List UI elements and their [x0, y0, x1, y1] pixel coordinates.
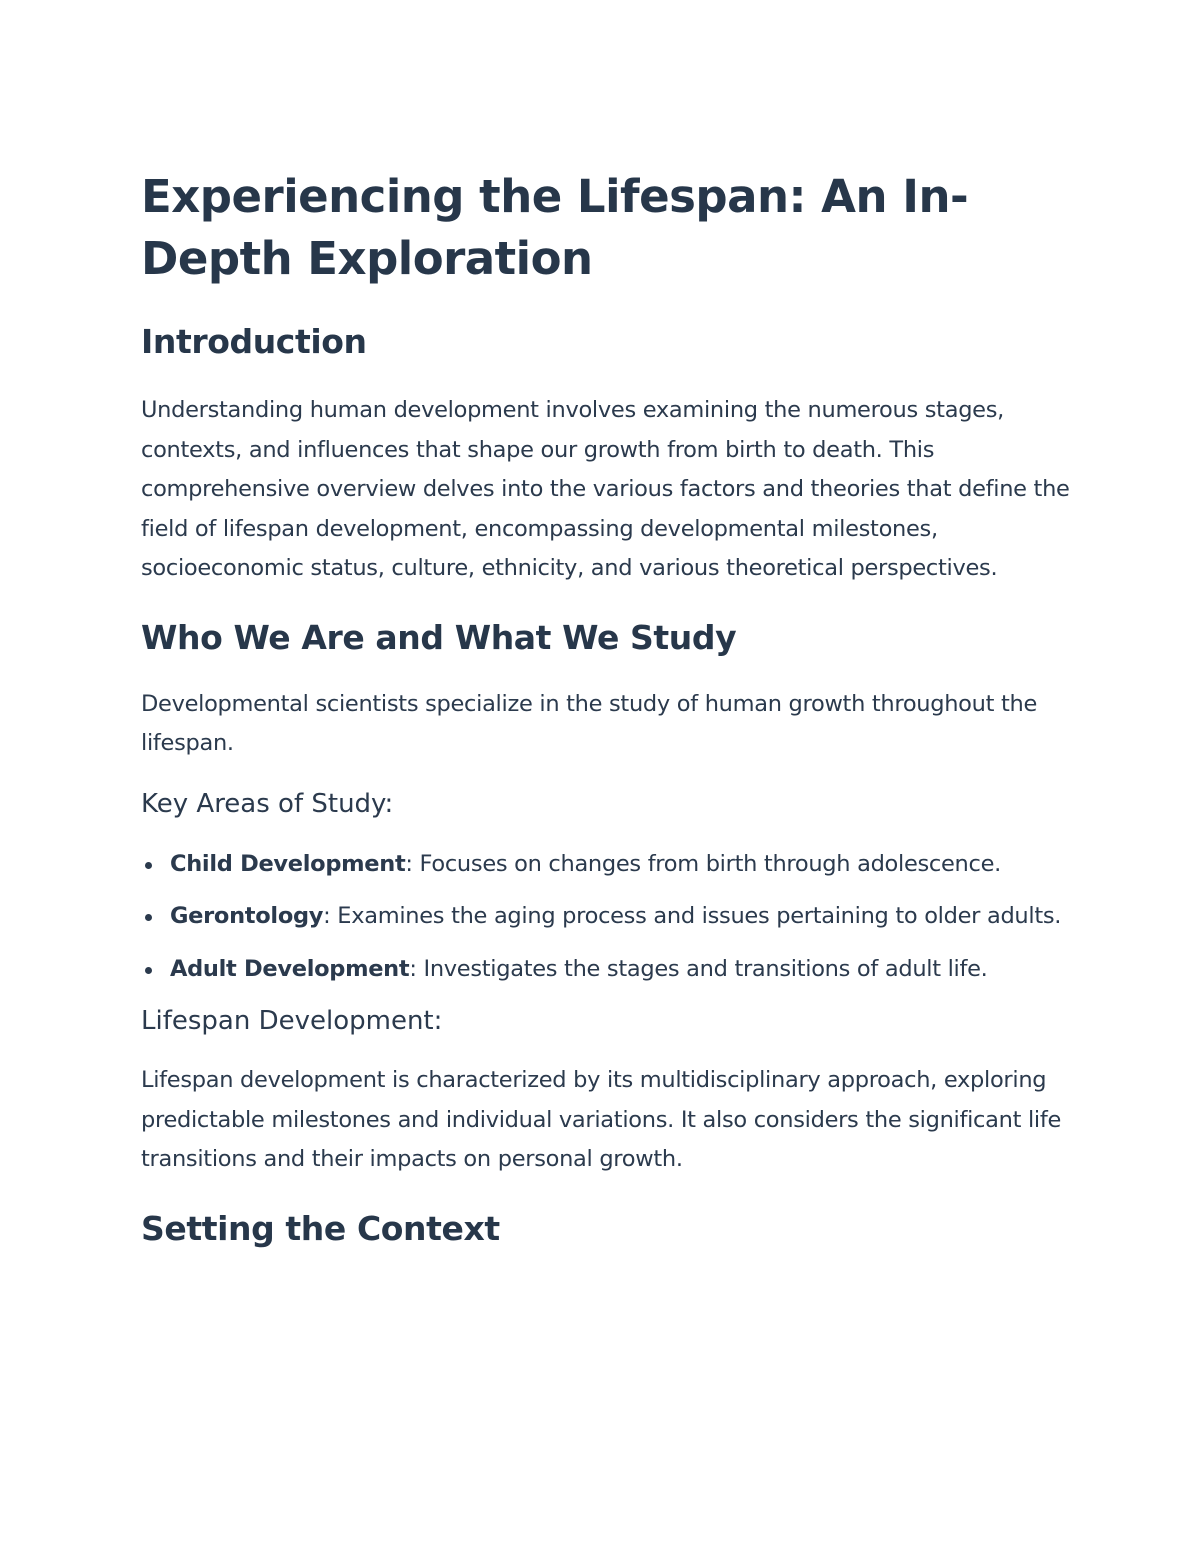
list-item-description: : Examines the aging process and issues pertaining to older adults.: [323, 903, 1062, 929]
section-heading-setting-context: Setting the Context: [141, 1208, 500, 1248]
bullet-icon: [145, 862, 152, 869]
section-heading-introduction: Introduction: [141, 322, 367, 361]
bullet-icon: [145, 914, 152, 921]
subheading-key-areas: Key Areas of Study:: [141, 788, 394, 819]
list-item: [141, 845, 1071, 885]
list-item: [141, 950, 1071, 990]
document-title: Experiencing the Lifespan: An In-Depth Exploration: [141, 170, 969, 285]
document-page: [141, 166, 1071, 1251]
lifespan-development-paragraph: Lifespan development is characterized by its multidisciplinary approach, exploring predictable milestones and individual variations. It also considers the significant life transitions and their impacts on personal growth.: [141, 1067, 1062, 1172]
section-heading-who-we-are: Who We Are and What We Study: [141, 617, 737, 657]
who-we-are-paragraph: Developmental scientists specialize in the study of human growth throughout the lifespan.: [141, 690, 1038, 756]
list-item-term: Gerontology: [170, 903, 324, 929]
key-areas-list: [141, 845, 1071, 990]
list-item-description: : Investigates the stages and transitions of adult life.: [409, 955, 988, 982]
list-item-term: Adult Development: [170, 955, 410, 982]
list-item-term: Child Development: [170, 850, 406, 877]
list-item: [141, 897, 1071, 937]
introduction-paragraph: Understanding human development involves examining the numerous stages, contexts, and influences that shape our growth from birth to death. This comprehensive overview delves into the various factors and theories that define the field of lifespan development, encompassing developmental milestones, socioeconomic status, culture, ethnicity, and various theoretical perspectives.: [141, 397, 1070, 581]
subheading-lifespan-development: Lifespan Development:: [141, 1006, 443, 1036]
bullet-icon: [145, 967, 152, 974]
list-item-description: : Focuses on changes from birth through adolescence.: [405, 850, 1001, 877]
